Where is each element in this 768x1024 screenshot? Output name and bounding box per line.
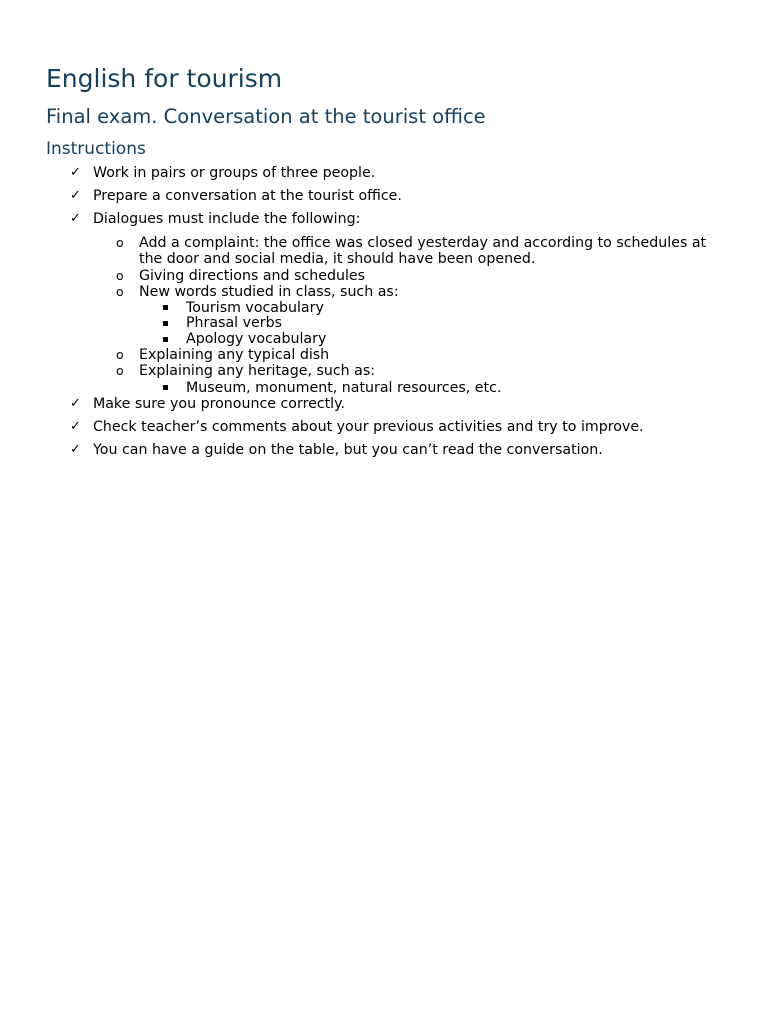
instruction-item: You can have a guide on the table, but you can’t read the conversation.: [93, 442, 603, 458]
checkmark-icon: ✓: [70, 211, 81, 226]
requirement-item-continuation: the door and social media, it should have been opened.: [139, 251, 536, 267]
square-bullet-icon: [163, 385, 168, 390]
document-subtitle: Final exam. Conversation at the tourist office: [46, 105, 486, 128]
instruction-item: Work in pairs or groups of three people.: [93, 165, 376, 181]
square-bullet-icon: [163, 305, 168, 310]
circle-bullet-icon: o: [116, 347, 124, 362]
checkmark-icon: ✓: [70, 188, 81, 203]
checkmark-icon: ✓: [70, 442, 81, 457]
square-bullet-icon: [163, 337, 168, 342]
instruction-item: Check teacher’s comments about your previous activities and try to improve.: [93, 419, 644, 435]
circle-bullet-icon: o: [116, 235, 124, 250]
square-bullet-icon: [163, 321, 168, 326]
requirement-item: Explaining any typical dish: [139, 347, 330, 363]
requirement-item: Giving directions and schedules: [139, 268, 366, 284]
document-title: English for tourism: [46, 64, 283, 93]
section-heading-instructions: Instructions: [46, 139, 146, 159]
checkmark-icon: ✓: [70, 165, 81, 180]
vocabulary-item: Tourism vocabulary: [186, 300, 324, 316]
checkmark-icon: ✓: [70, 419, 81, 434]
circle-bullet-icon: o: [116, 363, 124, 378]
circle-bullet-icon: o: [116, 284, 124, 299]
circle-bullet-icon: o: [116, 268, 124, 283]
requirement-item: Add a complaint: the office was closed yesterday and according to schedules at: [139, 235, 707, 251]
requirement-item: New words studied in class, such as:: [139, 284, 399, 300]
checkmark-icon: ✓: [70, 396, 81, 411]
requirement-item: Explaining any heritage, such as:: [139, 363, 376, 379]
vocabulary-item: Phrasal verbs: [186, 315, 282, 331]
heritage-item: Museum, monument, natural resources, etc.: [186, 380, 502, 396]
instruction-item: Prepare a conversation at the tourist office.: [93, 188, 402, 204]
vocabulary-item: Apology vocabulary: [186, 331, 327, 347]
instruction-item: Dialogues must include the following:: [93, 211, 361, 227]
instruction-item: Make sure you pronounce correctly.: [93, 396, 346, 412]
